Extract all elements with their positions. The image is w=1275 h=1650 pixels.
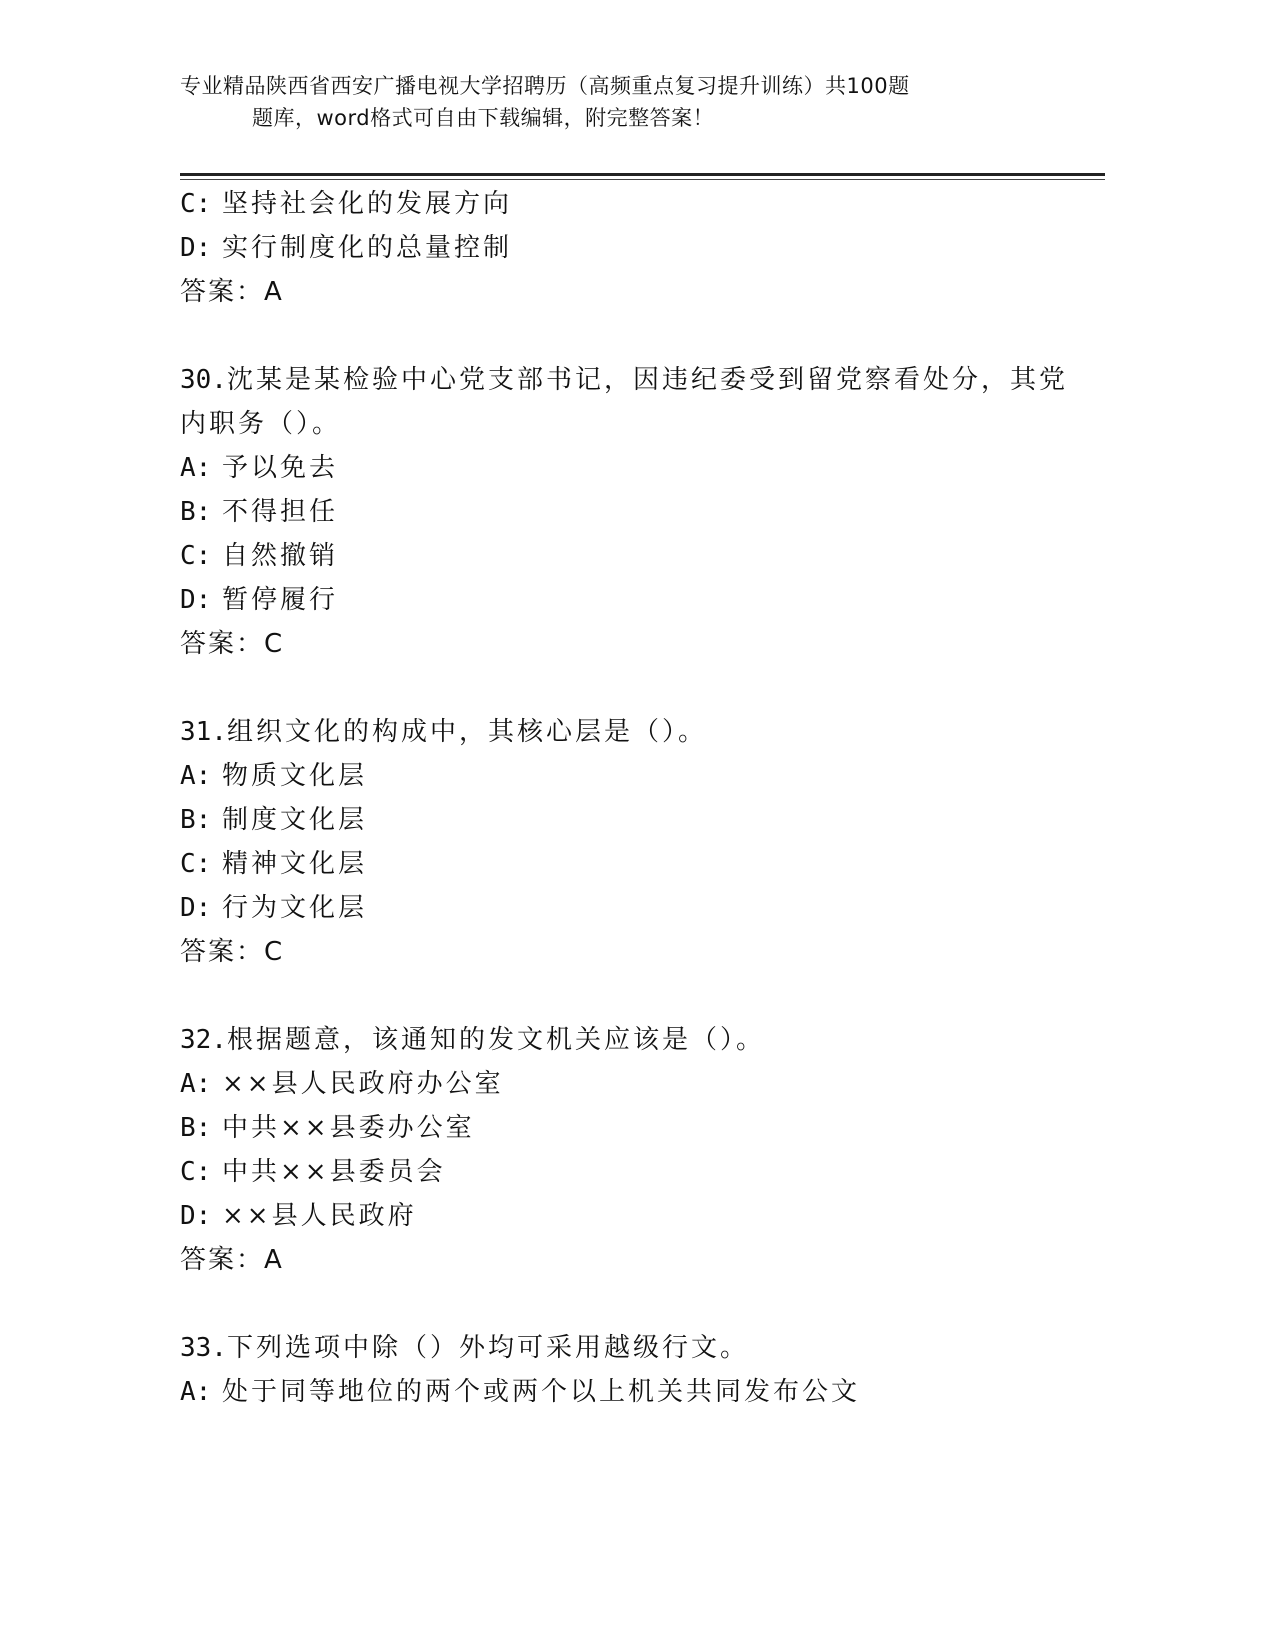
answer-line: 答案：A bbox=[180, 1245, 284, 1275]
option-text: 行为文化层 bbox=[222, 893, 368, 923]
question-text: 组织文化的构成中，其核心层是（）。 bbox=[226, 717, 707, 747]
answer-line: 答案：C bbox=[180, 629, 285, 659]
option-label: D: bbox=[180, 233, 212, 263]
header-title-line-2: 题库，word格式可自由下载编辑，附完整答案！ bbox=[252, 106, 715, 130]
question-stem bbox=[180, 358, 1120, 402]
answer-line: 答案：A bbox=[180, 277, 284, 307]
option-line bbox=[180, 1194, 1120, 1238]
question-number: 31. bbox=[180, 717, 227, 747]
option-label: D: bbox=[180, 893, 212, 923]
option-line bbox=[180, 1062, 1120, 1106]
option-label: B: bbox=[180, 497, 212, 527]
option-text: 处于同等地位的两个或两个以上机关共同发布公文 bbox=[222, 1377, 861, 1407]
question-number: 32. bbox=[180, 1025, 227, 1055]
option-line bbox=[180, 1106, 1120, 1150]
option-line bbox=[180, 226, 1120, 270]
option-text: 物质文化层 bbox=[222, 761, 368, 791]
option-text: ××县人民政府 bbox=[222, 1201, 417, 1231]
option-label: A: bbox=[180, 453, 212, 483]
option-label: A: bbox=[180, 761, 212, 791]
question-stem-continued: 内职务（）。 bbox=[180, 409, 342, 439]
option-line bbox=[180, 754, 1120, 798]
header-divider-thick bbox=[180, 173, 1105, 176]
option-line bbox=[180, 534, 1120, 578]
question-stem bbox=[180, 710, 1120, 754]
option-label: D: bbox=[180, 585, 212, 615]
option-line bbox=[180, 1370, 1120, 1414]
option-line bbox=[180, 578, 1120, 622]
option-text: 精神文化层 bbox=[222, 849, 368, 879]
option-line bbox=[180, 490, 1120, 534]
question-stem bbox=[180, 1326, 1120, 1370]
option-label: C: bbox=[180, 541, 212, 571]
question-text: 下列选项中除（）外均可采用越级行文。 bbox=[226, 1333, 749, 1363]
option-line bbox=[180, 182, 1120, 226]
option-label: B: bbox=[180, 805, 212, 835]
option-text: ××县人民政府办公室 bbox=[222, 1069, 504, 1099]
question-number: 33. bbox=[180, 1333, 227, 1363]
option-line bbox=[180, 842, 1120, 886]
option-text: 坚持社会化的发展方向 bbox=[222, 189, 513, 219]
option-label: C: bbox=[180, 189, 212, 219]
option-text: 制度文化层 bbox=[222, 805, 368, 835]
question-stem bbox=[180, 1018, 1120, 1062]
option-text: 不得担任 bbox=[222, 497, 339, 527]
header-title-line-1: 专业精品陕西省西安广播电视大学招聘历（高频重点复习提升训练）共100题 bbox=[180, 74, 910, 98]
question-text: 根据题意，该通知的发文机关应该是（）。 bbox=[226, 1025, 765, 1055]
answer-line: 答案：C bbox=[180, 937, 285, 967]
option-text: 暂停履行 bbox=[222, 585, 339, 615]
option-text: 中共××县委员会 bbox=[222, 1157, 446, 1187]
option-line bbox=[180, 1150, 1120, 1194]
option-label: A: bbox=[180, 1069, 212, 1099]
option-line bbox=[180, 446, 1120, 490]
option-text: 自然撤销 bbox=[222, 541, 339, 571]
header-divider-thin bbox=[180, 179, 1105, 180]
document-header bbox=[180, 70, 1080, 134]
option-text: 实行制度化的总量控制 bbox=[222, 233, 513, 263]
question-text: 沈某是某检验中心党支部书记，因违纪委受到留党察看处分，其党 bbox=[226, 365, 1068, 395]
option-line bbox=[180, 798, 1120, 842]
option-label: A: bbox=[180, 1377, 212, 1407]
question-number: 30. bbox=[180, 365, 227, 395]
question-list bbox=[180, 182, 1120, 1414]
option-label: B: bbox=[180, 1113, 212, 1143]
option-text: 中共××县委办公室 bbox=[222, 1113, 475, 1143]
option-text: 予以免去 bbox=[222, 453, 339, 483]
option-label: C: bbox=[180, 1157, 212, 1187]
option-label: C: bbox=[180, 849, 212, 879]
option-line bbox=[180, 886, 1120, 930]
option-label: D: bbox=[180, 1201, 212, 1231]
